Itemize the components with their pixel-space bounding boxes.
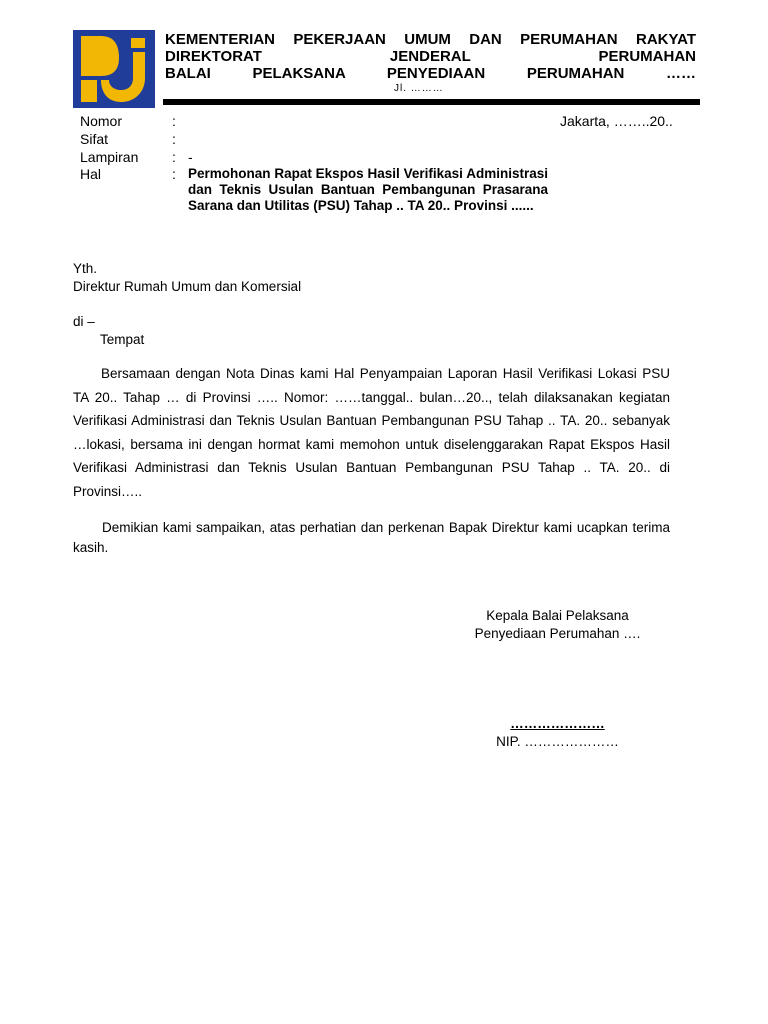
signature-nip: NIP. ………………… bbox=[496, 734, 619, 749]
signature-name: ………………… bbox=[510, 716, 605, 731]
logo-yellow-d-shape bbox=[81, 36, 119, 76]
recipient-name: Direktur Rumah Umum dan Komersial bbox=[73, 279, 302, 294]
letterhead-ministry: KEMENTERIAN PEKERJAAN UMUM DAN PERUMAHAN RAKYAT bbox=[165, 31, 696, 48]
lampiran-value: - bbox=[188, 149, 193, 165]
lampiran-colon: : bbox=[172, 149, 176, 165]
signature-title-2: Penyediaan Perumahan …. bbox=[474, 626, 641, 641]
recipient-location: Tempat bbox=[100, 332, 145, 347]
letterhead-address: Jl. ……… bbox=[394, 83, 444, 94]
lampiran-label: Lampiran bbox=[80, 149, 139, 165]
logo-yellow-tab bbox=[131, 38, 145, 48]
letterhead-divider bbox=[163, 99, 700, 105]
letter-date: Jakarta, ……..20.. bbox=[560, 113, 673, 129]
hal-colon: : bbox=[172, 166, 176, 182]
recipient-location-prefix: di – bbox=[73, 314, 95, 329]
nomor-colon: : bbox=[172, 113, 176, 129]
body-paragraph-1: Bersamaan dengan Nota Dinas kami Hal Penyampaian Laporan Hasil Verifikasi Lokasi PSU TA 20.. Tahap … di Provinsi ….. Nomor: ……tanggal.. bulan…20.., telah dilaksanakan kegiatan Verifikasi Administrasi dan Teknis Usulan Bantuan Pembangunan PSU Tahap .. TA. 20.. sebanyak …lokasi, bersama ini dengan hormat kami memohon untuk diselenggarakan Rapat Ekspos Hasil Verifikasi Administrasi dan Teknis Usulan Bantuan Pembangunan PSU Tahap .. TA. 20.. di Provinsi….. bbox=[73, 366, 670, 499]
signature-title-1: Kepala Balai Pelaksana bbox=[486, 608, 629, 623]
ministry-logo-icon bbox=[73, 30, 155, 108]
hal-subject: Permohonan Rapat Ekspos Hasil Verifikasi Administrasi dan Teknis Usulan Bantuan Pembangunan Prasarana Sarana dan Utilitas (PSU) Tahap .. TA 20.. Provinsi ...... bbox=[188, 166, 548, 213]
letterhead-office: BALAI PELAKSANA PENYEDIAAN PERUMAHAN …… bbox=[165, 65, 696, 82]
recipient-salutation: Yth. bbox=[73, 261, 98, 276]
logo-yellow-bar bbox=[81, 80, 97, 102]
sifat-label: Sifat bbox=[80, 131, 109, 147]
letterhead-directorate: DIREKTORAT JENDERAL PERUMAHAN bbox=[165, 48, 696, 65]
nomor-label: Nomor bbox=[80, 113, 123, 129]
body-paragraph-2: Demikian kami sampaikan, atas perhatian dan perkenan Bapak Direktur kami ucapkan terima kasih. bbox=[73, 520, 670, 555]
hal-label: Hal bbox=[80, 166, 102, 182]
sifat-colon: : bbox=[172, 131, 176, 147]
